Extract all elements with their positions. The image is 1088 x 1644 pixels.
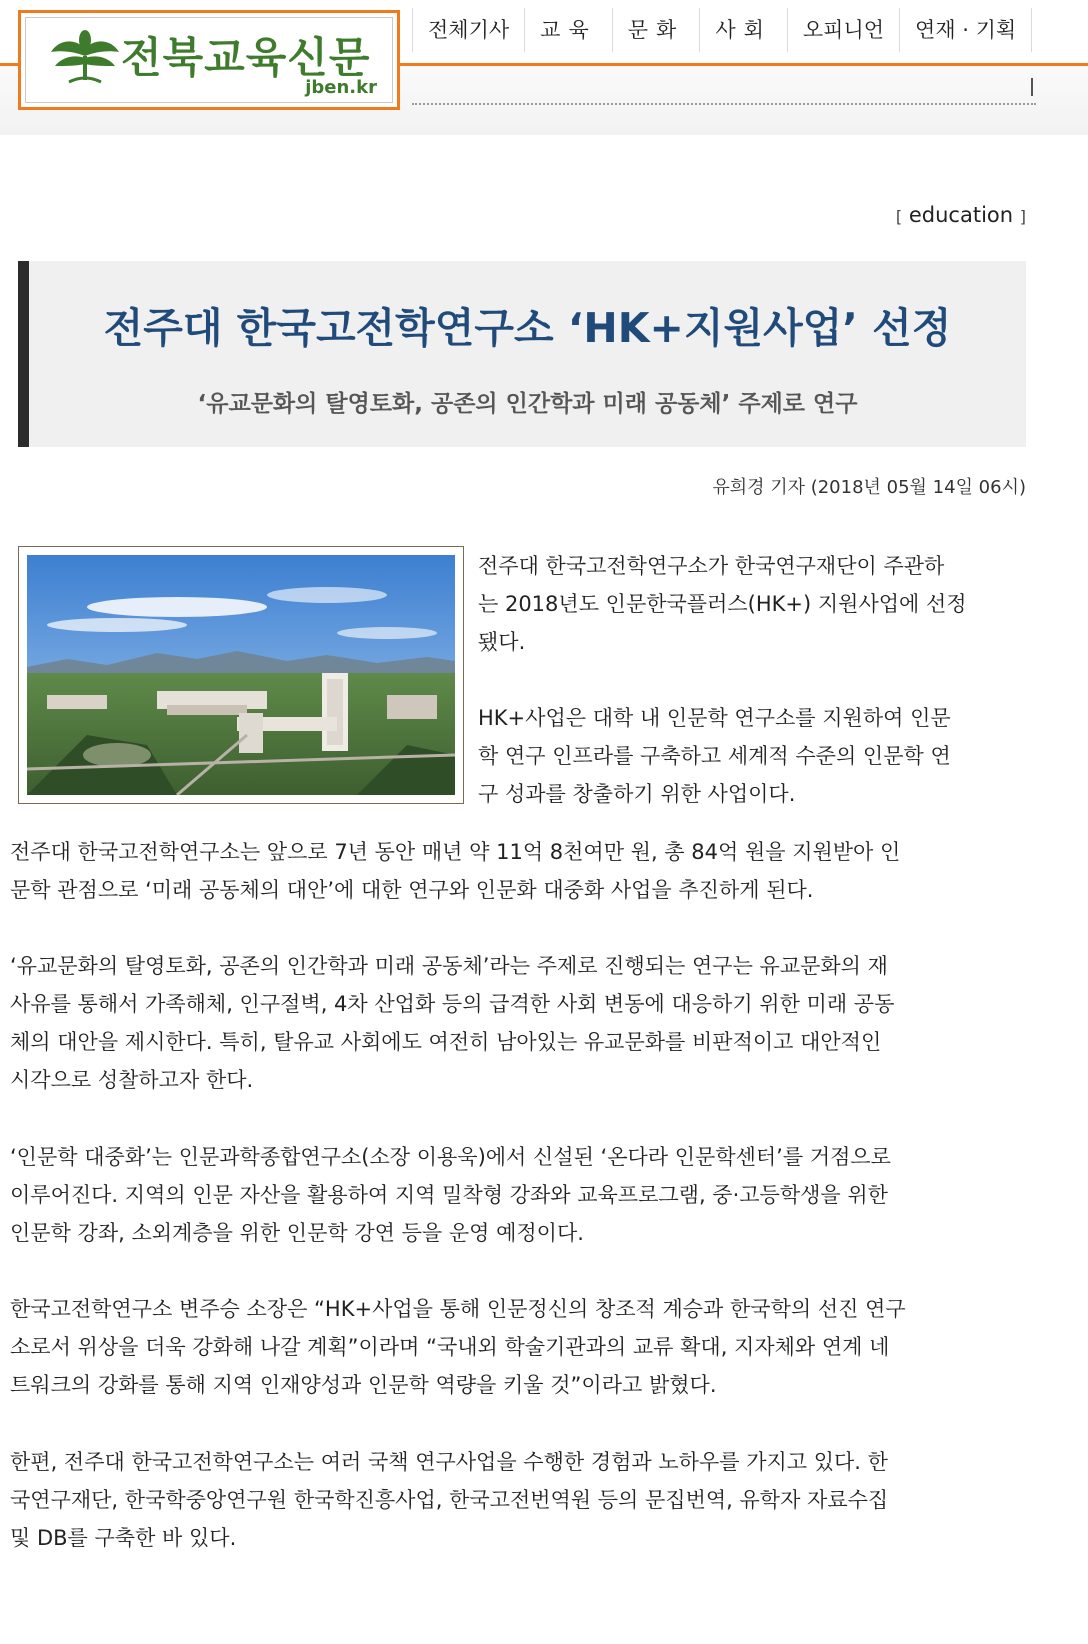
site-name: 전북교육신문 [121,33,371,82]
category-bracket-close: ] [1019,207,1026,226]
paragraph-line: 전주대 한국고전학연구소는 앞으로 7년 동안 매년 약 11억 8천여만 원, 총 84억 원을 지원받아 인 [10,840,901,864]
green-leaf-emblem-icon [49,28,121,86]
paragraph-line: 체의 대안을 제시한다. 특히, 탈유교 사회에도 여전히 남아있는 유교문화를 비판적이고 대안적인 [10,1030,882,1054]
article-paragraph [478,699,1024,813]
paragraph-line: HK+사업은 대학 내 인문학 연구소를 지원하여 인문 [478,706,951,730]
paragraph-line: ‘유교문화의 탈영토화, 공존의 인간학과 미래 공동체’라는 주제로 진행되는 연구는 유교문화의 재 [10,954,888,978]
article-paragraph [10,1290,1024,1404]
nav-item-series-planning[interactable]: 연재 · 기획 [900,8,1032,52]
header-vertical-bar [1031,78,1033,96]
paragraph-line: 구 성과를 창출하기 위한 사업이다. [478,782,796,806]
category-bracket-open: [ [895,207,903,226]
article-paragraph [10,833,1024,909]
nav-item-society[interactable]: 사회 [700,8,788,52]
article-category[interactable] [896,203,1026,227]
site-header [0,0,1088,135]
paragraph-line: 및 DB를 구축한 바 있다. [10,1526,237,1550]
article-paragraph [10,947,1024,1099]
category-label: education [908,203,1014,227]
article-subheadline: ‘유교문화의 탈영토화, 공존의 인간학과 미래 공동체’ 주제로 연구 [197,391,858,417]
paragraph-line: 는 2018년도 인문한국플러스(HK+) 지원사업에 선정 [478,592,967,616]
paragraph-line: 트워크의 강화를 통해 지역 인재양성과 인문학 역량을 키울 것”이라고 밝혔다. [10,1373,717,1397]
paragraph-line: 인문학 강좌, 소외계층을 위한 인문학 강연 등을 운영 예정이다. [10,1221,584,1245]
article-headline: 전주대 한국고전학연구소 ‘HK+지원사업’ 선정 [103,304,952,352]
paragraph-line: 이루어진다. 지역의 인문 자산을 활용하여 지역 밀착형 강좌와 교육프로그램, 중·고등학생을 위한 [10,1183,888,1207]
main-nav [412,8,1032,52]
article-photo[interactable] [18,546,464,804]
site-logo[interactable] [18,10,400,110]
article-title-box [18,261,1026,447]
paragraph-line: 사유를 통해서 가족해체, 인구절벽, 4차 산업화 등의 급격한 사회 변동에 대응하기 위한 미래 공동 [10,992,895,1016]
site-domain: jben.kr [305,77,377,98]
paragraph-line: 전주대 한국고전학연구소가 한국연구재단이 주관하 [478,554,945,578]
paragraph-line: 한편, 전주대 한국고전학연구소는 여러 국책 연구사업을 수행한 경험과 노하우를 가지고 있다. 한 [10,1450,888,1474]
nav-item-culture[interactable]: 문화 [613,8,701,52]
article-paragraph [10,1443,1024,1557]
article-paragraph [10,1138,1024,1252]
paragraph-line: 됐다. [478,630,526,654]
nav-item-education[interactable]: 교육 [525,8,613,52]
paragraph-line: 한국고전학연구소 변주승 소장은 “HK+사업을 통해 인문정신의 창조적 계승과 한국학의 선진 연구 [10,1297,906,1321]
paragraph-line: 학 연구 인프라를 구축하고 세계적 수준의 인문학 연 [478,744,951,768]
paragraph-line: 소로서 위상을 더욱 강화해 나갈 계획”이라며 “국내외 학술기관과의 교류 확대, 지자체와 연계 네 [10,1335,890,1359]
nav-item-all-articles[interactable]: 전체기사 [413,8,525,52]
article-paragraph [478,547,1024,661]
nav-item-opinion[interactable]: 오피니언 [788,8,900,52]
paragraph-line: ‘인문학 대중화’는 인문과학종합연구소(소장 이용욱)에서 신설된 ‘온다라 인문학센터’를 거점으로 [10,1145,891,1169]
paragraph-line: 문학 관점으로 ‘미래 공동체의 대안’에 대한 연구와 인문화 대중화 사업을 추진하게 된다. [10,878,814,902]
paragraph-line: 시각으로 성찰하고자 한다. [10,1068,254,1092]
header-dotted-divider [412,103,1036,105]
campus-aerial-photo [27,555,455,795]
paragraph-line: 국연구재단, 한국학중앙연구원 한국학진흥사업, 한국고전번역원 등의 문집번역, 유학자 자료수집 [10,1488,889,1512]
article-byline: 유희경 기자 (2018년 05월 14일 06시) [712,477,1026,498]
